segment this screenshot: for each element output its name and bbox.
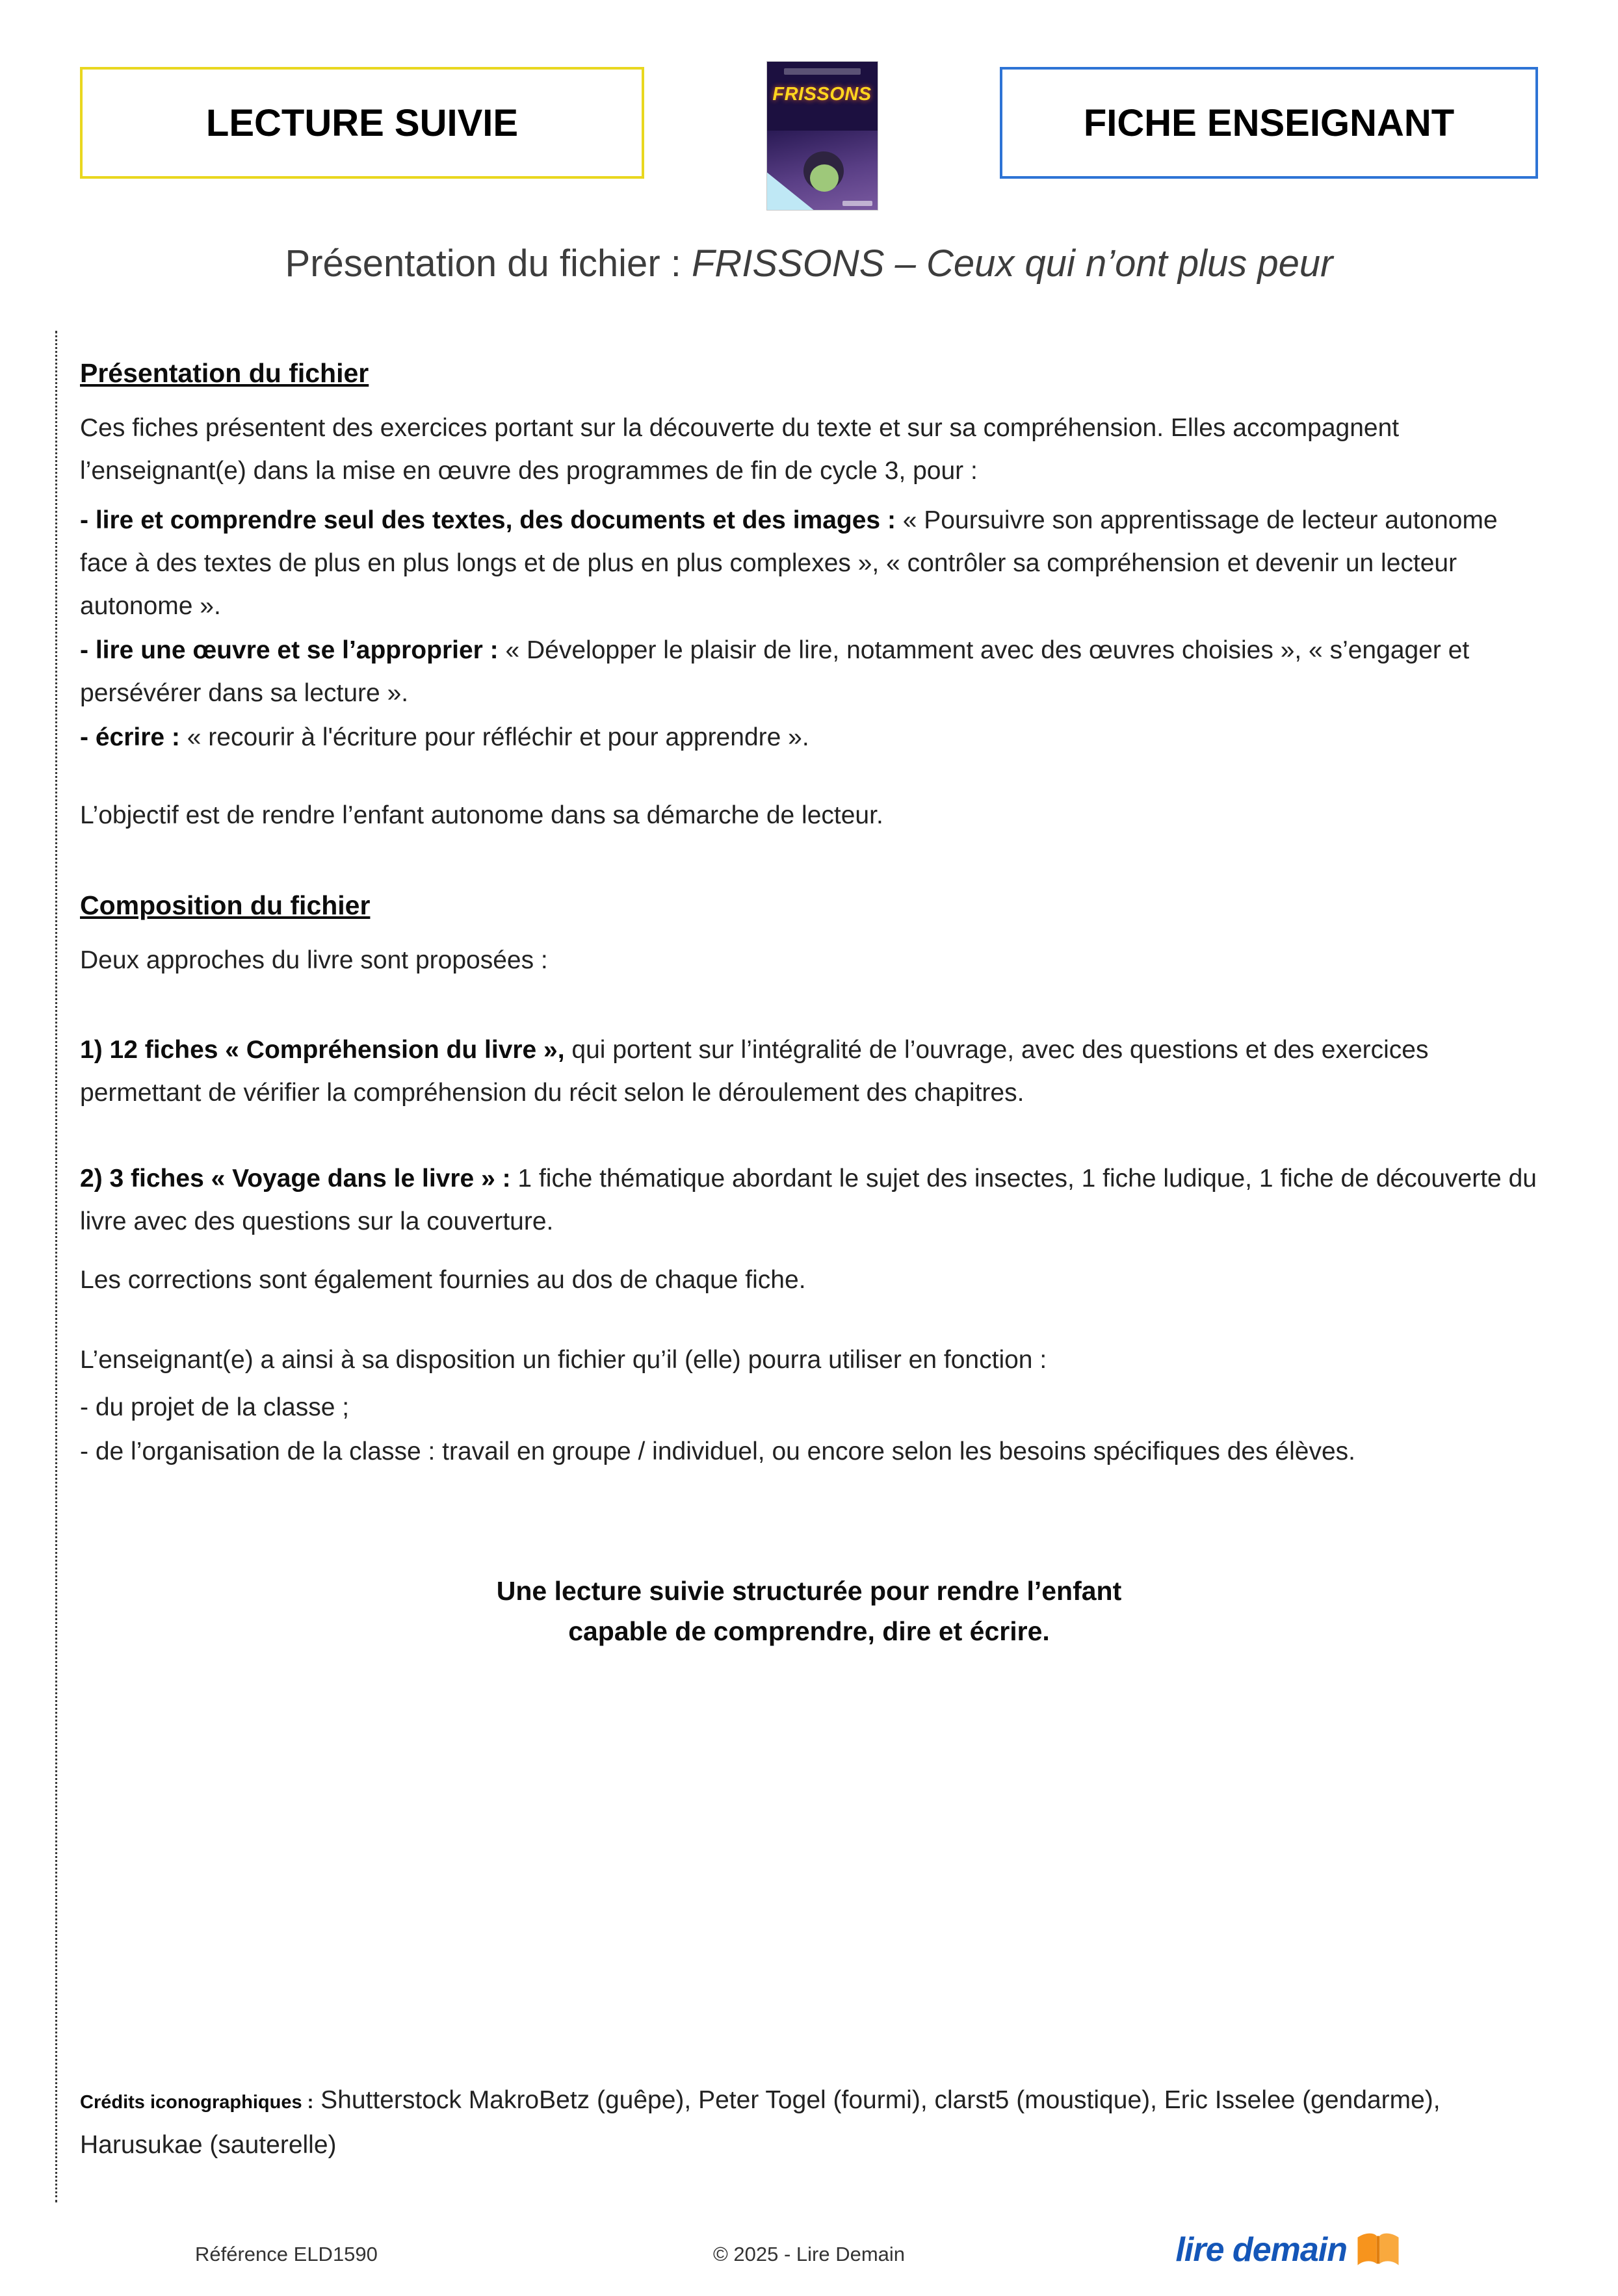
usage-item2-text: - de l’organisation de la classe : travail en groupe / individuel, ou encore selon les besoins spécifiques des élèves. xyxy=(80,1438,1355,1465)
bullet-lire-oeuvre xyxy=(80,629,1538,715)
composition-item1-text: qui portent sur l’intégralité de l’ouvrage, avec des questions et des exercices permettant de vérifier la compréhension du récit selon le déroulement des chapitres. xyxy=(80,1036,1429,1107)
bullet-lire-comprendre-text: « Poursuivre son apprentissage de lecteur autonome face à des textes de plus en plus longs et de plus en plus complexes », « contrôler sa compréhension et devenir un lecteur autonome ». xyxy=(80,506,1498,620)
footer-reference: Référence ELD1590 xyxy=(195,2243,378,2265)
cover-caption-line xyxy=(842,201,872,206)
book-cover-thumbnail xyxy=(767,62,878,210)
book-cover-title: FRISSONS xyxy=(772,84,872,105)
composition-intro-text: Deux approches du livre sont proposées : xyxy=(80,946,548,974)
objective-text: L’objectif est de rendre l’enfant autonome dans sa démarche de lecteur. xyxy=(80,801,883,829)
lecture-suivie-badge: LECTURE SUIVIE xyxy=(80,67,644,179)
bullet-ecrire xyxy=(80,716,1538,759)
usage-intro xyxy=(80,1339,1538,1382)
highlight-line-2: capable de comprendre, dire et écrire. xyxy=(568,1616,1050,1646)
usage-intro-text: L’enseignant(e) a ainsi à sa disposition un fichier qu’il (elle) pourra utiliser en fonction : xyxy=(80,1346,1047,1374)
page-title-italic: FRISSONS – Ceux qui n’ont plus peur xyxy=(691,242,1333,285)
presentation-intro-text: Ces fiches présentent des exercices portant sur la découverte du texte et sur sa compréhension. Elles accompagnent l’enseignant(e) dans la mise en œuvre des programmes de fin de cycle 3, pour : xyxy=(80,414,1400,485)
main-content xyxy=(55,331,1538,2202)
fiche-enseignant-badge: FICHE ENSEIGNANT xyxy=(1000,67,1538,179)
section-heading-composition: Composition du fichier xyxy=(80,890,371,920)
bullet-lire-comprendre-label: - lire et comprendre seul des textes, des documents et des images : xyxy=(80,506,896,534)
usage-item-projet xyxy=(80,1386,1538,1429)
composition-item-voyage xyxy=(80,1157,1538,1243)
composition-item1-label: 1) 12 fiches « Compréhension du livre », xyxy=(80,1036,565,1064)
cover-character-face xyxy=(810,164,839,192)
page-footer xyxy=(80,2225,1538,2296)
bullet-lire-comprendre xyxy=(80,499,1538,628)
credits-paragraph xyxy=(80,2079,1538,2167)
usage-item1-text: - du projet de la classe ; xyxy=(80,1393,350,1421)
bullet-lire-oeuvre-text: « Développer le plaisir de lire, notamment avec des œuvres choisies », « s’engager et persévérer dans sa lecture ». xyxy=(80,636,1470,707)
lire-demain-wordmark: lire demain xyxy=(1175,2231,1347,2269)
objective-paragraph xyxy=(80,794,1538,837)
footer-copyright: © 2025 - Lire Demain xyxy=(712,2243,906,2265)
bullet-lire-oeuvre-label: - lire une œuvre et se l’approprier : xyxy=(80,636,499,664)
bullet-ecrire-text: « recourir à l'écriture pour réfléchir et pour apprendre ». xyxy=(179,723,809,751)
corrections-paragraph xyxy=(80,1259,1538,1302)
highlight-line-1: Une lecture suivie structurée pour rendre l’enfant xyxy=(496,1576,1122,1606)
open-book-icon xyxy=(1355,2230,1402,2270)
cover-illustration xyxy=(767,131,878,210)
page-title xyxy=(80,242,1538,285)
usage-item-organisation xyxy=(80,1430,1538,1473)
presentation-intro xyxy=(80,407,1538,493)
composition-item2-text: 1 fiche thématique abordant le sujet des insectes, 1 fiche ludique, 1 fiche de découverte du livre avec des questions sur la couverture. xyxy=(80,1165,1537,1235)
section-heading-presentation: Présentation du fichier xyxy=(80,358,369,388)
credits-text: Shutterstock MakroBetz (guêpe), Peter Togel (fourmi), clarst5 (moustique), Eric Isselee (gendarme), Harusukae (sauterelle) xyxy=(80,2086,1441,2159)
cover-author-line xyxy=(784,68,861,75)
corrections-text: Les corrections sont également fournies au dos de chaque fiche. xyxy=(80,1266,806,1294)
composition-item2-label: 2) 3 fiches « Voyage dans le livre » : xyxy=(80,1165,511,1193)
page-header xyxy=(80,62,1538,214)
composition-intro xyxy=(80,939,1538,982)
lire-demain-logo xyxy=(1175,2230,1402,2270)
bullet-ecrire-label: - écrire : xyxy=(80,723,180,751)
highlight-statement xyxy=(80,1571,1538,1651)
composition-item-comprehension xyxy=(80,1029,1538,1115)
page-title-regular: Présentation du fichier : xyxy=(285,242,692,285)
credits-label: Crédits iconographiques : xyxy=(80,2092,314,2113)
